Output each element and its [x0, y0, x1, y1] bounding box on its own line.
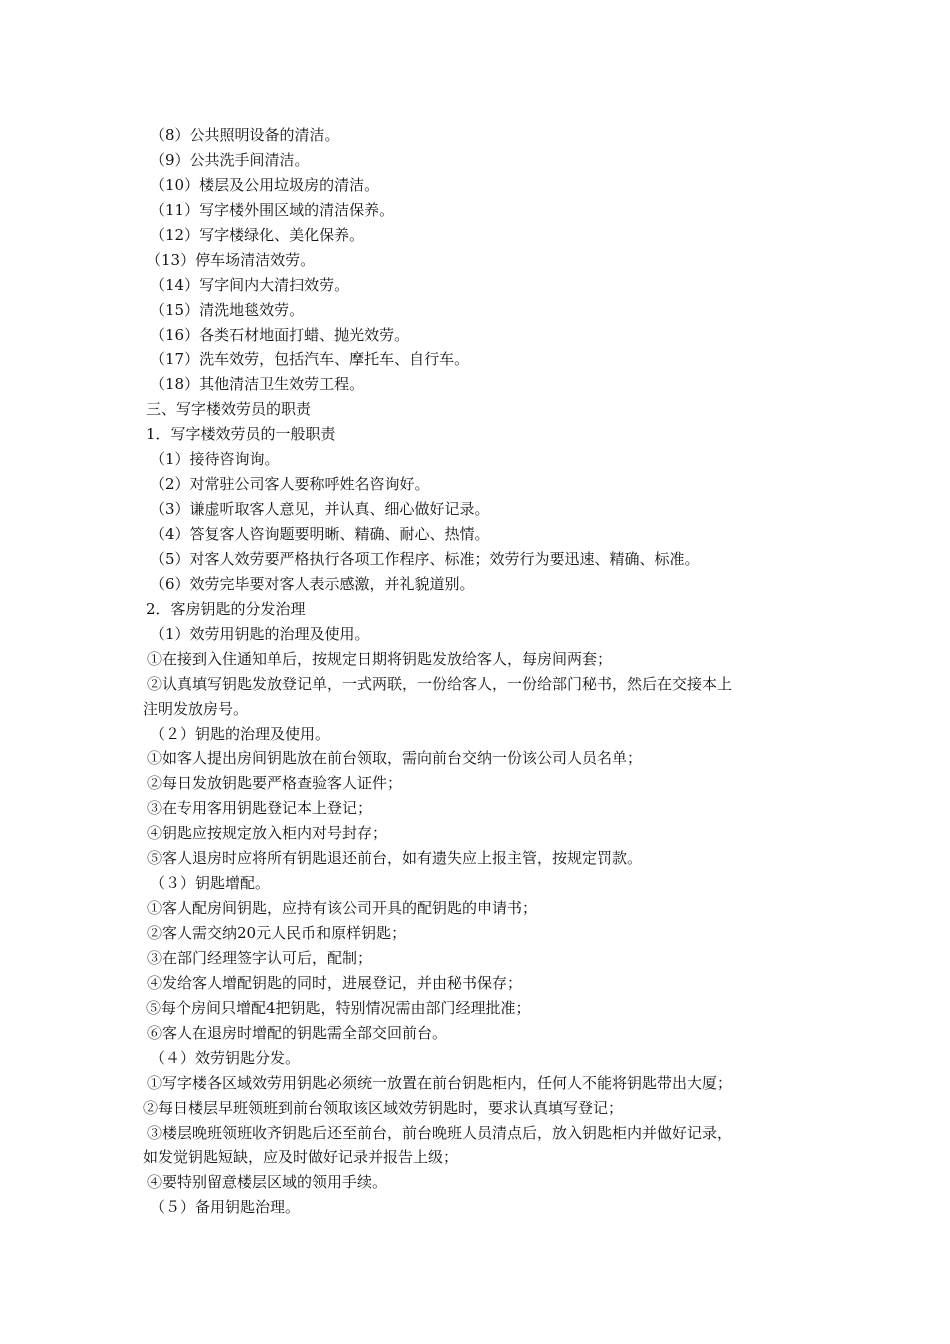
text-line: （13）停车场清洁效劳。 [146, 250, 316, 269]
text-line: ①在接到入住通知单后，按规定日期将钥匙发放给客人，每房间两套； [147, 649, 613, 668]
text-line: ①如客人提出房间钥匙放在前台领取，需向前台交纳一份该公司人员名单； [147, 749, 643, 768]
text-line: （9）公共洗手间清洁。 [150, 150, 310, 169]
text-line: ①写字楼各区域效劳用钥匙必须统一放置在前台钥匙柜内，任何人不能将钥匙带出大厦； [147, 1073, 733, 1092]
text-line: （12）写字楼绿化、美化保养。 [150, 225, 365, 244]
text-line: （18）其他清洁卫生效劳工程。 [150, 375, 365, 394]
text-line: （2）对常驻公司客人要称呼姓名咨询好。 [150, 475, 430, 494]
text-line: ①客人配房间钥匙，应持有该公司开具的配钥匙的申请书； [147, 899, 538, 918]
text-line: （1）接待咨询询。 [150, 450, 280, 469]
text-line: （11）写字楼外围区域的清洁保养。 [150, 200, 395, 219]
section-heading: 三、写字楼效劳员的职责 [146, 400, 312, 419]
text-line: ⑤每个房间只增配4把钥匙，特别情况需由部门经理批准； [146, 998, 531, 1017]
text-line: （4）答复客人咨询题要明晰、精确、耐心、热情。 [150, 525, 490, 543]
text-line: ⑥客人在退房时增配的钥匙需全部交回前台。 [147, 1023, 448, 1042]
text-line: 注明发放房号。 [143, 699, 249, 718]
text-line: （17）洗车效劳，包括汽车、摩托车、自行车。 [150, 350, 470, 369]
subsection-heading: 1．写字楼效劳员的一般职责 [146, 425, 336, 444]
text-line: （15）清洗地毯效劳。 [150, 300, 305, 319]
text-line: （1）效劳用钥匙的治理及使用。 [150, 624, 370, 643]
text-line: ④钥匙应按规定放入柜内对号封存； [147, 824, 388, 843]
text-line: （6）效劳完毕要对客人表示感激，并礼貌道别。 [150, 574, 475, 593]
text-line: ④要特别留意楼层区域的领用手续。 [147, 1173, 388, 1192]
text-line: ③在专用客用钥匙登记本上登记； [147, 799, 373, 818]
text-line: （２）钥匙的治理及使用。 [150, 724, 331, 743]
text-line: （４）效劳钥匙分发。 [150, 1048, 301, 1067]
text-line: （14）写字间内大清扫效劳。 [150, 275, 350, 294]
text-line: ③楼层晚班领班收齐钥匙后还至前台，前台晚班人员清点后，放入钥匙柜内并做好记录， [147, 1123, 733, 1142]
text-line: 如发觉钥匙短缺，应及时做好记录并报告上级； [143, 1148, 459, 1167]
document-body [143, 123, 823, 1220]
text-line: ②客人需交纳20元人民币和原样钥匙； [147, 924, 407, 942]
text-line: （16）各类石材地面打蜡、抛光效劳。 [150, 325, 410, 344]
text-line: （8）公共照明设备的清洁。 [150, 126, 340, 144]
subsection-heading: 2．客房钥匙的分发治理 [146, 599, 306, 618]
text-line: （10）楼层及公用垃圾房的清洁。 [150, 175, 380, 194]
text-line: ④发给客人增配钥匙的同时，进展登记，并由秘书保存； [147, 973, 523, 992]
text-line: ②每日楼层早班领班到前台领取该区域效劳钥匙时，要求认真填写登记； [143, 1098, 624, 1117]
text-line: （３）钥匙增配。 [150, 874, 271, 893]
text-line: ③在部门经理签字认可后，配制； [147, 948, 373, 967]
text-line: （5）对客人效劳要严格执行各项工作程序、标准；效劳行为要迅速、精确、标准。 [150, 549, 700, 568]
text-line: （５）备用钥匙治理。 [150, 1198, 301, 1217]
text-line: ②每日发放钥匙要严格查验客人证件； [147, 774, 403, 793]
text-line: （3）谦虚听取客人意见，并认真、细心做好记录。 [150, 500, 490, 519]
text-line: ⑤客人退房时应将所有钥匙退还前台，如有遗失应上报主管，按规定罚款。 [147, 849, 643, 868]
text-line: ②认真填写钥匙发放登记单，一式两联，一份给客人，一份给部门秘书，然后在交接本上 [147, 674, 733, 693]
